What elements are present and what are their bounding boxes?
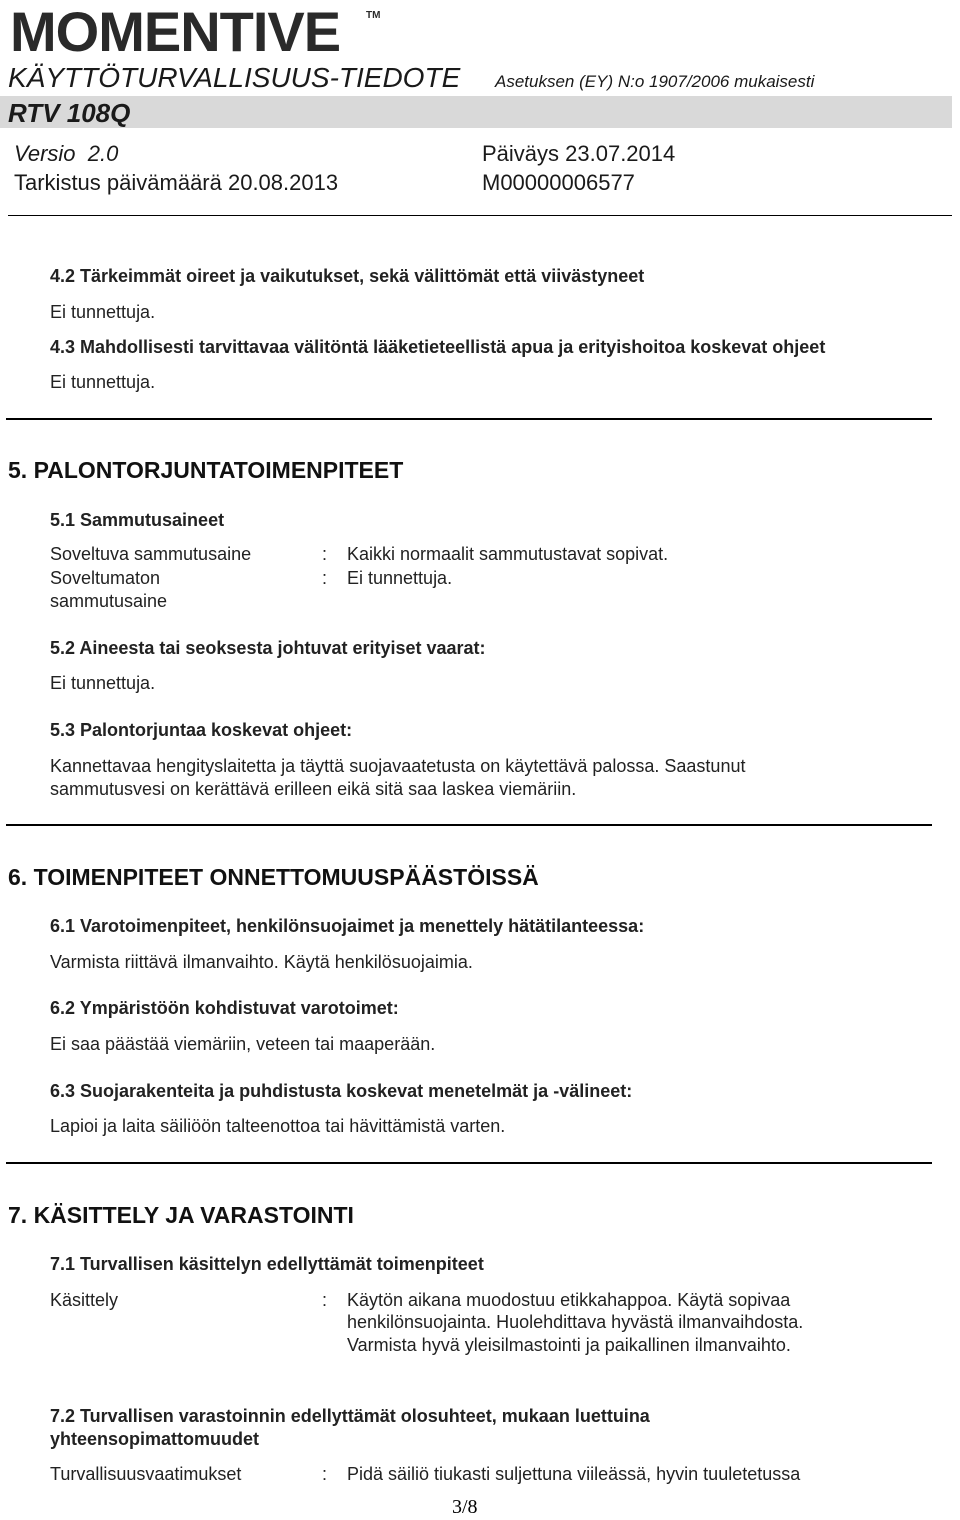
regulation-reference: Asetuksen (EY) N:o 1907/2006 mukaisesti bbox=[495, 72, 815, 91]
subsection-5-3-text-line2: sammutusvesi on kerättävä erilleen eikä sitä saa laskea viemäriin. bbox=[50, 779, 577, 799]
extinguishing-unsuitable-label-line2: sammutusaine bbox=[50, 591, 168, 611]
subsection-6-1-text: Varmista riittävä ilmanvaihto. Käytä henkilösuojaimia. bbox=[50, 952, 473, 972]
product-bar bbox=[0, 96, 952, 128]
version-info bbox=[14, 141, 118, 167]
product-name: RTV 108Q bbox=[8, 98, 131, 128]
header-divider bbox=[8, 215, 952, 216]
colon: : bbox=[322, 568, 328, 588]
subsection-7-1-title: 7.1 Turvallisen käsittelyn edellyttämät toimenpiteet bbox=[50, 1254, 484, 1274]
subsection-6-2-text: Ei saa päästää viemäriin, veteen tai maaperään. bbox=[50, 1034, 436, 1054]
subsection-5-2-title: 5.2 Aineesta tai seoksesta johtuvat erityiset vaarat: bbox=[50, 638, 486, 658]
subsection-4-3-title: 4.3 Mahdollisesti tarvittavaa välitöntä lääketieteellistä apua ja erityishoitoa koskevat ohjeet bbox=[50, 337, 826, 357]
colon: : bbox=[322, 1290, 328, 1310]
section-divider bbox=[6, 1162, 932, 1164]
review-date: Tarkistus päivämäärä 20.08.2013 bbox=[14, 170, 339, 195]
subsection-7-2-title-line1: 7.2 Turvallisen varastoinnin edellyttämät olosuhteet, mukaan luettuina bbox=[50, 1406, 650, 1426]
subsection-5-3-text-line1: Kannettavaa hengityslaitetta ja täyttä suojavaatetusta on käytettävä palossa. Saastunut bbox=[50, 756, 746, 776]
section-divider bbox=[6, 824, 932, 826]
section-5-title: 5. PALONTORJUNTATOIMENPITEET bbox=[8, 457, 404, 483]
handling-text-line1: Käytön aikana muodostuu etikkahappoa. Käytä sopivaa bbox=[347, 1290, 791, 1310]
subsection-6-3-title: 6.3 Suojarakenteita ja puhdistusta koskevat menetelmät ja -välineet: bbox=[50, 1081, 633, 1101]
section-divider bbox=[6, 418, 932, 420]
subsection-6-1-title: 6.1 Varotoimenpiteet, henkilönsuojaimet ja menettely hätätilanteessa: bbox=[50, 916, 645, 936]
extinguishing-unsuitable-label-line1: Soveltumaton bbox=[50, 568, 161, 588]
issue-date: Päiväys 23.07.2014 bbox=[482, 141, 676, 166]
subsection-7-2-title-line2: yhteensopimattomuudet bbox=[50, 1429, 260, 1449]
page-number: 3/8 bbox=[452, 1496, 478, 1518]
subsection-4-2-title: 4.2 Tärkeimmät oireet ja vaikutukset, sekä välittömät että viivästyneet bbox=[50, 266, 645, 286]
section-6-title: 6. TOIMENPITEET ONNETTOMUUSPÄÄSTÖISSÄ bbox=[8, 864, 539, 890]
document-number: M00000006577 bbox=[482, 170, 635, 195]
storage-text: Pidä säiliö tiukasti suljettuna viileässä, hyvin tuuletetussa bbox=[347, 1464, 801, 1484]
subsection-5-2-text: Ei tunnettuja. bbox=[50, 673, 156, 693]
trademark-mark: TM bbox=[366, 10, 381, 21]
subsection-6-2-title: 6.2 Ympäristöön kohdistuvat varotoimet: bbox=[50, 998, 399, 1018]
subsection-4-3-text: Ei tunnettuja. bbox=[50, 372, 156, 392]
section-7-title: 7. KÄSITTELY JA VARASTOINTI bbox=[8, 1202, 354, 1228]
extinguishing-suitable-label: Soveltuva sammutusaine bbox=[50, 544, 252, 564]
subsection-6-3-text: Lapioi ja laita säiliöön talteenottoa tai hävittämistä varten. bbox=[50, 1116, 506, 1136]
version-label: Versio bbox=[14, 141, 76, 166]
document-title: KÄYTTÖTURVALLISUUS-TIEDOTE bbox=[8, 62, 461, 93]
storage-label: Turvallisuusvaatimukset bbox=[50, 1464, 242, 1484]
colon: : bbox=[322, 544, 328, 564]
handling-text-line2: henkilönsuojainta. Huolehdittava hyvästä ilmanvaihdosta. bbox=[347, 1312, 804, 1332]
handling-label: Käsittely bbox=[50, 1290, 119, 1310]
colon: : bbox=[322, 1464, 328, 1484]
extinguishing-unsuitable-value: Ei tunnettuja. bbox=[347, 568, 453, 588]
version-value: 2.0 bbox=[87, 141, 119, 166]
company-logo: MOMENTIVE bbox=[10, 0, 341, 63]
subsection-4-2-text: Ei tunnettuja. bbox=[50, 302, 156, 322]
handling-text-line3: Varmista hyvä yleisilmastointi ja paikallinen ilmanvaihto. bbox=[347, 1335, 791, 1355]
extinguishing-suitable-value: Kaikki normaalit sammutustavat sopivat. bbox=[347, 544, 669, 564]
subsection-5-3-title: 5.3 Palontorjuntaa koskevat ohjeet: bbox=[50, 720, 353, 740]
subsection-5-1-title: 5.1 Sammutusaineet bbox=[50, 510, 225, 530]
